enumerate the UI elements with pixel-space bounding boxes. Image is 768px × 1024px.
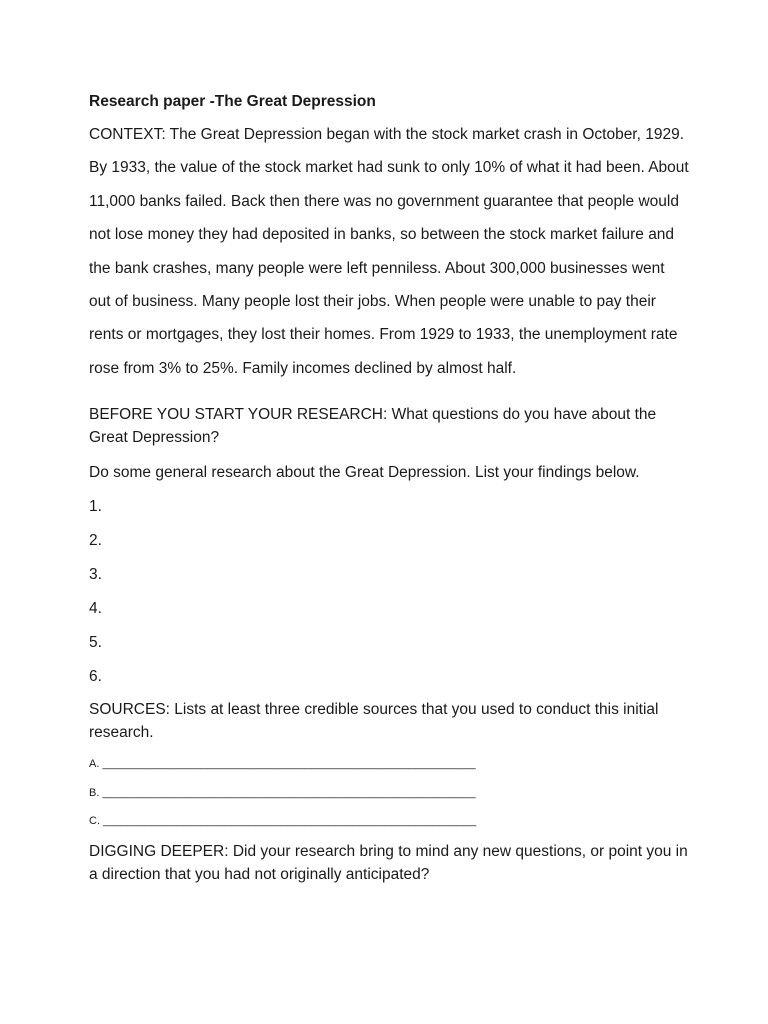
document-title: Research paper -The Great Depression xyxy=(89,93,376,110)
source-line: B. _____________________________________________________________ xyxy=(89,786,476,799)
list-item: 2. xyxy=(89,532,102,550)
list-item: 6. xyxy=(89,668,102,686)
document-page xyxy=(89,88,689,886)
digging-deeper-paragraph: DIGGING DEEPER: Did your research bring to mind any new questions, or point you in a direction that you had not originally anticipated? xyxy=(89,842,688,883)
list-item: 3. xyxy=(89,566,102,584)
context-paragraph: CONTEXT: The Great Depression began with the stock market crash in October, 1929. By 1933, the value of the stock market had sunk to only 10% of what it had been. About 11,000 banks failed. Back then there was no government guarantee that people would not lose money they had deposited in banks, so between the stock market failure and the bank crashes, many people were left penniless. About 300,000 businesses went out of business. Many people lost their jobs. When people were unable to pay their rents or mortgages, they lost their homes. From 1929 to 1933, the unemployment rate rose from 3% to 25%. Family incomes declined by almost half. xyxy=(89,126,689,377)
list-item: 4. xyxy=(89,600,102,618)
sources-list xyxy=(89,750,689,836)
source-line: C. _____________________________________________________________ xyxy=(89,815,477,828)
before-research-paragraph: BEFORE YOU START YOUR RESEARCH: What questions do you have about the Great Depression? xyxy=(89,406,657,447)
general-research-paragraph: Do some general research about the Great Depression. List your findings below. xyxy=(89,464,640,482)
list-item: 5. xyxy=(89,634,102,652)
list-item: 1. xyxy=(89,498,102,516)
source-line: A. _____________________________________________________________ xyxy=(89,758,476,771)
findings-list xyxy=(89,490,689,694)
sources-paragraph: SOURCES: Lists at least three credible sources that you used to conduct this initial research. xyxy=(89,701,659,742)
